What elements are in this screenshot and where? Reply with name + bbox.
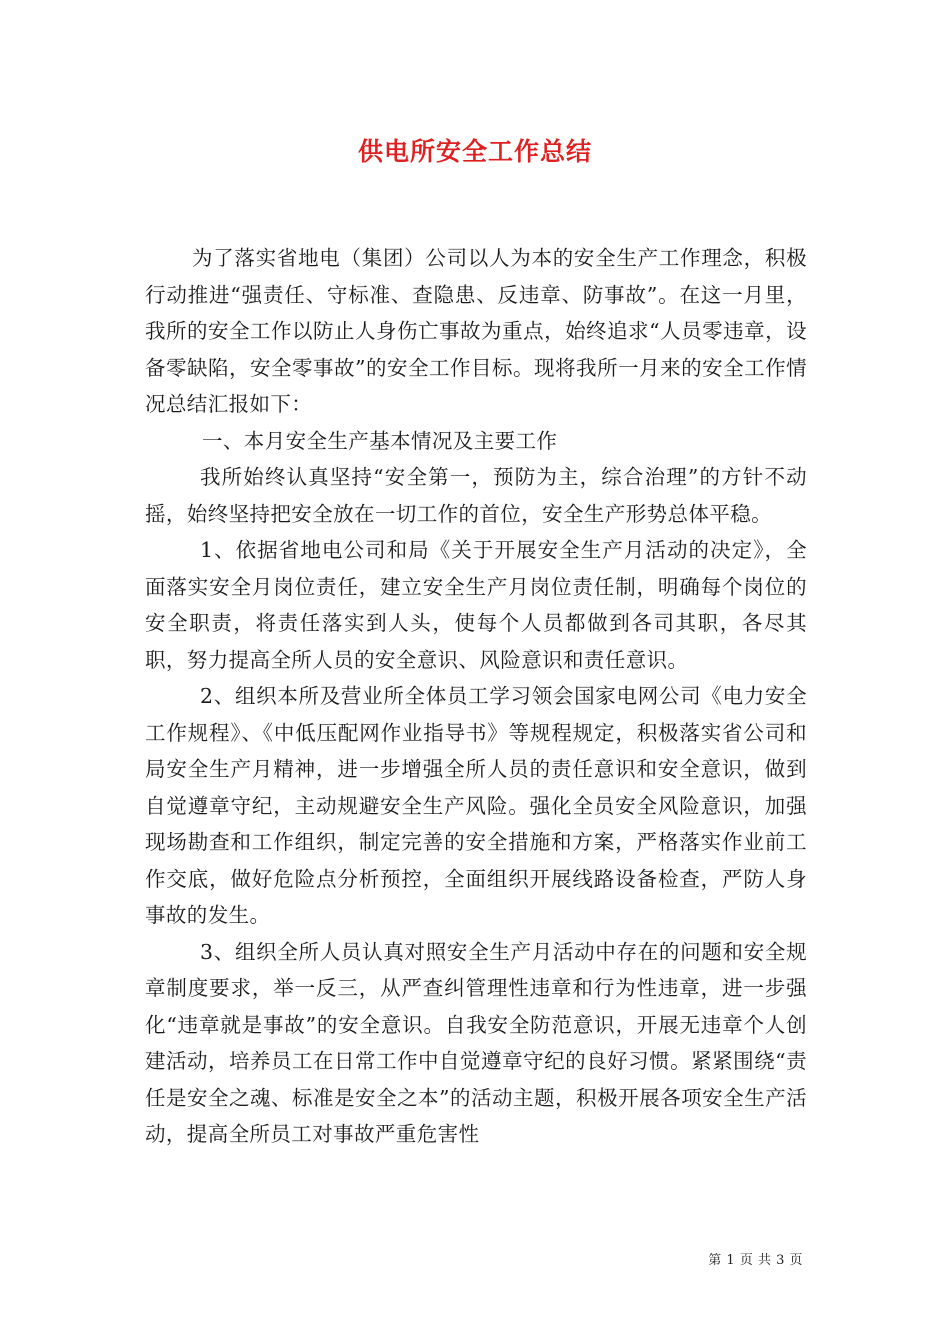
page-number: 第 1 页 共 3 页 xyxy=(708,1253,803,1268)
item-2-paragraph: 2、组织本所及营业所全体员工学习领会国家电网公司《电力安全工作规程》、《中低压配网作业指导书》等规程规定，积极落实省公司和局安全生产月精神，进一步增强全所人员的责任意识和安全意识，做到自觉遵章守纪，主动规避安全生产风险。强化全员安全风险意识，加强现场勘查和工作组织，制定完善的安全措施和方案，严格落实作业前工作交底，做好危险点分析预控，全面组织开展线路设备检查，严防人身事故的发生。 xyxy=(145,684,807,927)
intro-paragraph: 为了落实省地电（集团）公司以人为本的安全生产工作理念，积极行动推进“强责任、守标准、查隐患、反违章、防事故”。在这一月里，我所的安全工作以防止人身伤亡事故为重点，始终追求“人员零违章，设备零缺陷，安全零事故”的安全工作目标。现将我所一月来的安全工作情况总结汇报如下： xyxy=(145,246,807,416)
document-title: 供电所安全工作总结 xyxy=(357,137,592,166)
item-3-paragraph: 3、组织全所人员认真对照安全生产月活动中存在的问题和安全规章制度要求，举一反三，从严查纠管理性违章和行为性违章，进一步强化“违章就是事故”的安全意识。自我安全防范意识，开展无违章个人创建活动，培养员工在日常工作中自觉遵章守纪的良好习惯。紧紧围绕“责任是安全之魂、标准是安全之本”的活动主题，积极开展各项安全生产活动，提高全所员工对事故严重危害性 xyxy=(145,939,807,1146)
section-heading-1: 一、本月安全生产基本情况及主要工作 xyxy=(202,428,558,453)
item-1-paragraph: 1、依据省地电公司和局《关于开展安全生产月活动的决定》，全面落实安全月岗位责任，建立安全生产月岗位责任制，明确每个岗位的安全职责，将责任落实到人头，使每个人员都做到各司其职，各尽其职，努力提高全所人员的安全意识、风险意识和责任意识。 xyxy=(145,538,807,672)
section-1-paragraph: 我所始终认真坚持“安全第一，预防为主，综合治理”的方针不动摇，始终坚持把安全放在一切工作的首位，安全生产形势总体平稳。 xyxy=(145,465,807,526)
document-body xyxy=(145,240,807,1153)
